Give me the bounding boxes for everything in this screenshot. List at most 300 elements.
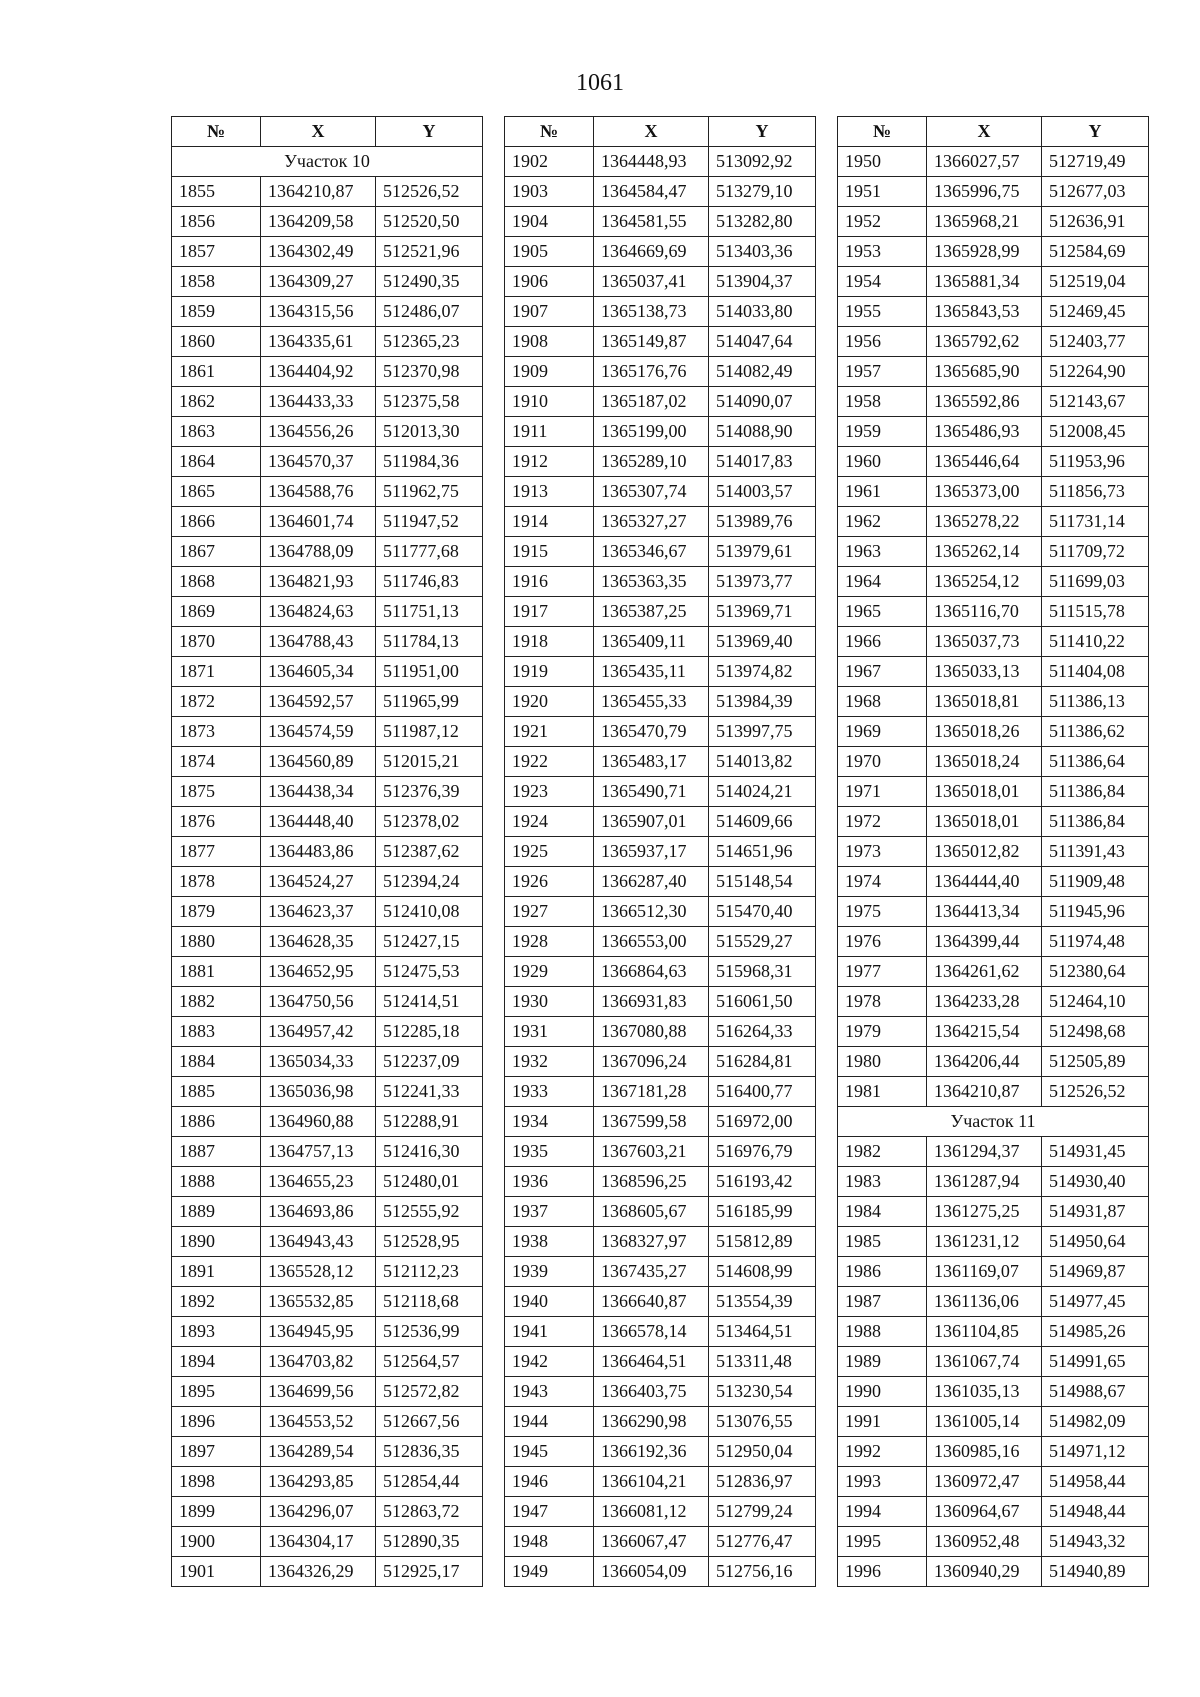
point-number: 1960 xyxy=(838,447,927,477)
point-number: 1907 xyxy=(505,297,594,327)
header-x: X xyxy=(594,117,709,147)
x-coordinate: 1365455,33 xyxy=(594,687,709,717)
y-coordinate: 511515,78 xyxy=(1042,597,1149,627)
x-coordinate: 1364750,56 xyxy=(261,987,376,1017)
point-number: 1968 xyxy=(838,687,927,717)
y-coordinate: 514024,21 xyxy=(709,777,816,807)
table-row xyxy=(172,1317,483,1347)
table-row xyxy=(172,1497,483,1527)
table-row xyxy=(172,267,483,297)
y-coordinate: 512015,21 xyxy=(376,747,483,777)
table-row xyxy=(838,1377,1149,1407)
table-row xyxy=(172,987,483,1017)
x-coordinate: 1364233,28 xyxy=(927,987,1042,1017)
point-number: 1934 xyxy=(505,1107,594,1137)
table-row xyxy=(505,507,816,537)
table-row xyxy=(838,1197,1149,1227)
table-row xyxy=(172,567,483,597)
x-coordinate: 1364824,63 xyxy=(261,597,376,627)
point-number: 1864 xyxy=(172,447,261,477)
table-row xyxy=(838,1347,1149,1377)
y-coordinate: 511909,48 xyxy=(1042,867,1149,897)
point-number: 1976 xyxy=(838,927,927,957)
y-coordinate: 512414,51 xyxy=(376,987,483,1017)
section-title: Участок 11 xyxy=(838,1107,1149,1137)
table-row xyxy=(838,867,1149,897)
point-number: 1900 xyxy=(172,1527,261,1557)
table-row xyxy=(838,147,1149,177)
y-coordinate: 514047,64 xyxy=(709,327,816,357)
point-number: 1943 xyxy=(505,1377,594,1407)
x-coordinate: 1364655,23 xyxy=(261,1167,376,1197)
x-coordinate: 1364444,40 xyxy=(927,867,1042,897)
table-row xyxy=(505,537,816,567)
x-coordinate: 1365036,98 xyxy=(261,1077,376,1107)
y-coordinate: 511965,99 xyxy=(376,687,483,717)
table-row xyxy=(505,687,816,717)
y-coordinate: 512719,49 xyxy=(1042,147,1149,177)
table-row xyxy=(838,1557,1149,1587)
table-row xyxy=(838,717,1149,747)
x-coordinate: 1365037,41 xyxy=(594,267,709,297)
table-row xyxy=(172,597,483,627)
y-coordinate: 513973,77 xyxy=(709,567,816,597)
y-coordinate: 512776,47 xyxy=(709,1527,816,1557)
y-coordinate: 512486,07 xyxy=(376,297,483,327)
x-coordinate: 1365928,99 xyxy=(927,237,1042,267)
point-number: 1906 xyxy=(505,267,594,297)
x-coordinate: 1366027,57 xyxy=(927,147,1042,177)
y-coordinate: 512799,24 xyxy=(709,1497,816,1527)
y-coordinate: 514017,83 xyxy=(709,447,816,477)
table-row xyxy=(172,627,483,657)
point-number: 1954 xyxy=(838,267,927,297)
point-number: 1981 xyxy=(838,1077,927,1107)
point-number: 1904 xyxy=(505,207,594,237)
point-number: 1879 xyxy=(172,897,261,927)
x-coordinate: 1367603,21 xyxy=(594,1137,709,1167)
y-coordinate: 512526,52 xyxy=(1042,1077,1149,1107)
table-row xyxy=(505,1377,816,1407)
x-coordinate: 1364556,26 xyxy=(261,417,376,447)
y-coordinate: 512677,03 xyxy=(1042,177,1149,207)
table-row xyxy=(505,297,816,327)
y-coordinate: 514982,09 xyxy=(1042,1407,1149,1437)
table-row xyxy=(838,177,1149,207)
y-coordinate: 512854,44 xyxy=(376,1467,483,1497)
table-row xyxy=(172,357,483,387)
x-coordinate: 1361275,25 xyxy=(927,1197,1042,1227)
x-coordinate: 1364399,44 xyxy=(927,927,1042,957)
y-coordinate: 515968,31 xyxy=(709,957,816,987)
x-coordinate: 1364788,09 xyxy=(261,537,376,567)
y-coordinate: 512427,15 xyxy=(376,927,483,957)
y-coordinate: 511386,13 xyxy=(1042,687,1149,717)
x-coordinate: 1365176,76 xyxy=(594,357,709,387)
point-number: 1980 xyxy=(838,1047,927,1077)
point-number: 1914 xyxy=(505,507,594,537)
point-number: 1871 xyxy=(172,657,261,687)
table-row xyxy=(172,1287,483,1317)
point-number: 1921 xyxy=(505,717,594,747)
y-coordinate: 512890,35 xyxy=(376,1527,483,1557)
point-number: 1875 xyxy=(172,777,261,807)
table-row xyxy=(172,297,483,327)
y-coordinate: 513230,54 xyxy=(709,1377,816,1407)
x-coordinate: 1366287,40 xyxy=(594,867,709,897)
section-row xyxy=(172,147,483,177)
point-number: 1986 xyxy=(838,1257,927,1287)
point-number: 1860 xyxy=(172,327,261,357)
table-row xyxy=(838,1317,1149,1347)
x-coordinate: 1364581,55 xyxy=(594,207,709,237)
table-row xyxy=(838,417,1149,447)
y-coordinate: 513969,71 xyxy=(709,597,816,627)
y-coordinate: 514082,49 xyxy=(709,357,816,387)
point-number: 1867 xyxy=(172,537,261,567)
x-coordinate: 1364601,74 xyxy=(261,507,376,537)
y-coordinate: 512526,52 xyxy=(376,177,483,207)
x-coordinate: 1365483,17 xyxy=(594,747,709,777)
x-coordinate: 1365033,13 xyxy=(927,657,1042,687)
y-coordinate: 514930,40 xyxy=(1042,1167,1149,1197)
y-coordinate: 514991,65 xyxy=(1042,1347,1149,1377)
x-coordinate: 1364628,35 xyxy=(261,927,376,957)
y-coordinate: 514931,87 xyxy=(1042,1197,1149,1227)
header-number: № xyxy=(172,117,261,147)
y-coordinate: 511951,00 xyxy=(376,657,483,687)
table-row xyxy=(838,1017,1149,1047)
x-coordinate: 1366512,30 xyxy=(594,897,709,927)
point-number: 1928 xyxy=(505,927,594,957)
point-number: 1898 xyxy=(172,1467,261,1497)
point-number: 1923 xyxy=(505,777,594,807)
y-coordinate: 512475,53 xyxy=(376,957,483,987)
point-number: 1862 xyxy=(172,387,261,417)
x-coordinate: 1364293,85 xyxy=(261,1467,376,1497)
y-coordinate: 513076,55 xyxy=(709,1407,816,1437)
y-coordinate: 514940,89 xyxy=(1042,1557,1149,1587)
y-coordinate: 513311,48 xyxy=(709,1347,816,1377)
table-row xyxy=(838,687,1149,717)
coordinates-table-3 xyxy=(837,116,1149,1587)
point-number: 1886 xyxy=(172,1107,261,1137)
point-number: 1905 xyxy=(505,237,594,267)
y-coordinate: 512528,95 xyxy=(376,1227,483,1257)
x-coordinate: 1365490,71 xyxy=(594,777,709,807)
x-coordinate: 1365254,12 xyxy=(927,567,1042,597)
point-number: 1870 xyxy=(172,627,261,657)
y-coordinate: 514950,64 xyxy=(1042,1227,1149,1257)
point-number: 1902 xyxy=(505,147,594,177)
table-row xyxy=(172,1557,483,1587)
table-row xyxy=(838,897,1149,927)
x-coordinate: 1365199,00 xyxy=(594,417,709,447)
point-number: 1916 xyxy=(505,567,594,597)
table-row xyxy=(505,327,816,357)
table-row xyxy=(505,777,816,807)
point-number: 1966 xyxy=(838,627,927,657)
point-number: 1876 xyxy=(172,807,261,837)
point-number: 1884 xyxy=(172,1047,261,1077)
y-coordinate: 512925,17 xyxy=(376,1557,483,1587)
table-row xyxy=(838,477,1149,507)
x-coordinate: 1361005,14 xyxy=(927,1407,1042,1437)
table-row xyxy=(838,327,1149,357)
y-coordinate: 511945,96 xyxy=(1042,897,1149,927)
x-coordinate: 1366578,14 xyxy=(594,1317,709,1347)
table-row xyxy=(172,1047,483,1077)
table-row xyxy=(172,1527,483,1557)
table-row xyxy=(505,477,816,507)
table-row xyxy=(505,1317,816,1347)
table-row xyxy=(838,747,1149,777)
table-row xyxy=(505,627,816,657)
table-row xyxy=(838,1047,1149,1077)
y-coordinate: 512288,91 xyxy=(376,1107,483,1137)
table-row xyxy=(172,867,483,897)
y-coordinate: 511746,83 xyxy=(376,567,483,597)
point-number: 1909 xyxy=(505,357,594,387)
table-row xyxy=(505,207,816,237)
table-row xyxy=(505,717,816,747)
x-coordinate: 1365018,26 xyxy=(927,717,1042,747)
point-number: 1858 xyxy=(172,267,261,297)
x-coordinate: 1364943,43 xyxy=(261,1227,376,1257)
x-coordinate: 1365363,35 xyxy=(594,567,709,597)
point-number: 1894 xyxy=(172,1347,261,1377)
y-coordinate: 512519,04 xyxy=(1042,267,1149,297)
point-number: 1977 xyxy=(838,957,927,987)
table-row xyxy=(505,447,816,477)
table-row xyxy=(505,267,816,297)
point-number: 1957 xyxy=(838,357,927,387)
table-row xyxy=(172,237,483,267)
y-coordinate: 513969,40 xyxy=(709,627,816,657)
point-number: 1941 xyxy=(505,1317,594,1347)
table-row xyxy=(505,1047,816,1077)
x-coordinate: 1360964,67 xyxy=(927,1497,1042,1527)
y-coordinate: 514090,07 xyxy=(709,387,816,417)
x-coordinate: 1366553,00 xyxy=(594,927,709,957)
x-coordinate: 1365486,93 xyxy=(927,417,1042,447)
y-coordinate: 514931,45 xyxy=(1042,1137,1149,1167)
y-coordinate: 514651,96 xyxy=(709,837,816,867)
table-row xyxy=(505,1407,816,1437)
y-coordinate: 516193,42 xyxy=(709,1167,816,1197)
y-coordinate: 511974,48 xyxy=(1042,927,1149,957)
x-coordinate: 1366192,36 xyxy=(594,1437,709,1467)
point-number: 1937 xyxy=(505,1197,594,1227)
point-number: 1944 xyxy=(505,1407,594,1437)
point-number: 1931 xyxy=(505,1017,594,1047)
point-number: 1885 xyxy=(172,1077,261,1107)
table-row xyxy=(838,357,1149,387)
x-coordinate: 1365034,33 xyxy=(261,1047,376,1077)
point-number: 1887 xyxy=(172,1137,261,1167)
point-number: 1866 xyxy=(172,507,261,537)
table-row xyxy=(505,147,816,177)
table-row xyxy=(838,537,1149,567)
point-number: 1861 xyxy=(172,357,261,387)
table-row xyxy=(505,1347,816,1377)
y-coordinate: 513904,37 xyxy=(709,267,816,297)
y-coordinate: 516976,79 xyxy=(709,1137,816,1167)
y-coordinate: 512536,99 xyxy=(376,1317,483,1347)
table-row xyxy=(838,777,1149,807)
x-coordinate: 1364335,61 xyxy=(261,327,376,357)
y-coordinate: 515148,54 xyxy=(709,867,816,897)
table-row xyxy=(172,1017,483,1047)
table-row xyxy=(505,387,816,417)
table-row xyxy=(172,1137,483,1167)
point-number: 1857 xyxy=(172,237,261,267)
x-coordinate: 1364623,37 xyxy=(261,897,376,927)
table-row xyxy=(838,807,1149,837)
x-coordinate: 1361067,74 xyxy=(927,1347,1042,1377)
point-number: 1995 xyxy=(838,1527,927,1557)
table-row xyxy=(172,387,483,417)
y-coordinate: 512667,56 xyxy=(376,1407,483,1437)
table-row xyxy=(505,237,816,267)
point-number: 1882 xyxy=(172,987,261,1017)
x-coordinate: 1360952,48 xyxy=(927,1527,1042,1557)
table-row xyxy=(838,1137,1149,1167)
y-coordinate: 514033,80 xyxy=(709,297,816,327)
table-row xyxy=(505,1527,816,1557)
x-coordinate: 1366054,09 xyxy=(594,1557,709,1587)
section-row xyxy=(838,1107,1149,1137)
x-coordinate: 1364315,56 xyxy=(261,297,376,327)
header-number: № xyxy=(838,117,927,147)
point-number: 1985 xyxy=(838,1227,927,1257)
point-number: 1982 xyxy=(838,1137,927,1167)
y-coordinate: 511953,96 xyxy=(1042,447,1149,477)
x-coordinate: 1364302,49 xyxy=(261,237,376,267)
x-coordinate: 1364605,34 xyxy=(261,657,376,687)
x-coordinate: 1367435,27 xyxy=(594,1257,709,1287)
point-number: 1970 xyxy=(838,747,927,777)
table-row xyxy=(505,597,816,627)
table-row xyxy=(505,957,816,987)
table-row xyxy=(172,537,483,567)
x-coordinate: 1365018,81 xyxy=(927,687,1042,717)
y-coordinate: 512410,08 xyxy=(376,897,483,927)
x-coordinate: 1364433,33 xyxy=(261,387,376,417)
x-coordinate: 1364404,92 xyxy=(261,357,376,387)
table-row xyxy=(838,987,1149,1017)
x-coordinate: 1365138,73 xyxy=(594,297,709,327)
x-coordinate: 1367599,58 xyxy=(594,1107,709,1137)
y-coordinate: 514608,99 xyxy=(709,1257,816,1287)
table-header-row xyxy=(505,117,816,147)
x-coordinate: 1360985,16 xyxy=(927,1437,1042,1467)
point-number: 1961 xyxy=(838,477,927,507)
y-coordinate: 512380,64 xyxy=(1042,957,1149,987)
table-row xyxy=(505,1557,816,1587)
point-number: 1896 xyxy=(172,1407,261,1437)
x-coordinate: 1366104,21 xyxy=(594,1467,709,1497)
table-row xyxy=(172,687,483,717)
point-number: 1863 xyxy=(172,417,261,447)
y-coordinate: 512365,23 xyxy=(376,327,483,357)
table-row xyxy=(172,807,483,837)
table-row xyxy=(838,507,1149,537)
y-coordinate: 514013,82 xyxy=(709,747,816,777)
point-number: 1973 xyxy=(838,837,927,867)
x-coordinate: 1365018,01 xyxy=(927,807,1042,837)
x-coordinate: 1364206,44 xyxy=(927,1047,1042,1077)
y-coordinate: 513282,80 xyxy=(709,207,816,237)
y-coordinate: 511856,73 xyxy=(1042,477,1149,507)
point-number: 1897 xyxy=(172,1437,261,1467)
y-coordinate: 513403,36 xyxy=(709,237,816,267)
x-coordinate: 1364215,54 xyxy=(927,1017,1042,1047)
y-coordinate: 512118,68 xyxy=(376,1287,483,1317)
x-coordinate: 1365968,21 xyxy=(927,207,1042,237)
y-coordinate: 514943,32 xyxy=(1042,1527,1149,1557)
x-coordinate: 1365435,11 xyxy=(594,657,709,687)
table-row xyxy=(838,267,1149,297)
table-header-row xyxy=(838,117,1149,147)
x-coordinate: 1364413,34 xyxy=(927,897,1042,927)
point-number: 1972 xyxy=(838,807,927,837)
point-number: 1855 xyxy=(172,177,261,207)
table-row xyxy=(172,927,483,957)
x-coordinate: 1361231,12 xyxy=(927,1227,1042,1257)
y-coordinate: 512863,72 xyxy=(376,1497,483,1527)
point-number: 1915 xyxy=(505,537,594,567)
y-coordinate: 514003,57 xyxy=(709,477,816,507)
point-number: 1895 xyxy=(172,1377,261,1407)
point-number: 1990 xyxy=(838,1377,927,1407)
table-row xyxy=(505,837,816,867)
point-number: 1868 xyxy=(172,567,261,597)
point-number: 1922 xyxy=(505,747,594,777)
x-coordinate: 1365907,01 xyxy=(594,807,709,837)
y-coordinate: 516400,77 xyxy=(709,1077,816,1107)
y-coordinate: 512378,02 xyxy=(376,807,483,837)
table-row xyxy=(505,417,816,447)
point-number: 1949 xyxy=(505,1557,594,1587)
x-coordinate: 1361136,06 xyxy=(927,1287,1042,1317)
table-row xyxy=(838,837,1149,867)
table-row xyxy=(838,387,1149,417)
point-number: 1878 xyxy=(172,867,261,897)
table-row xyxy=(838,957,1149,987)
point-number: 1939 xyxy=(505,1257,594,1287)
x-coordinate: 1364483,86 xyxy=(261,837,376,867)
y-coordinate: 511410,22 xyxy=(1042,627,1149,657)
x-coordinate: 1364584,47 xyxy=(594,177,709,207)
point-number: 1932 xyxy=(505,1047,594,1077)
y-coordinate: 514977,45 xyxy=(1042,1287,1149,1317)
x-coordinate: 1365307,74 xyxy=(594,477,709,507)
x-coordinate: 1364210,87 xyxy=(261,177,376,207)
point-number: 1967 xyxy=(838,657,927,687)
table-row xyxy=(838,447,1149,477)
point-number: 1940 xyxy=(505,1287,594,1317)
point-number: 1938 xyxy=(505,1227,594,1257)
point-number: 1969 xyxy=(838,717,927,747)
coordinates-table-1 xyxy=(171,116,483,1587)
point-number: 1917 xyxy=(505,597,594,627)
y-coordinate: 514609,66 xyxy=(709,807,816,837)
table-row xyxy=(838,1437,1149,1467)
table-row xyxy=(172,1167,483,1197)
point-number: 1978 xyxy=(838,987,927,1017)
table-row xyxy=(838,207,1149,237)
